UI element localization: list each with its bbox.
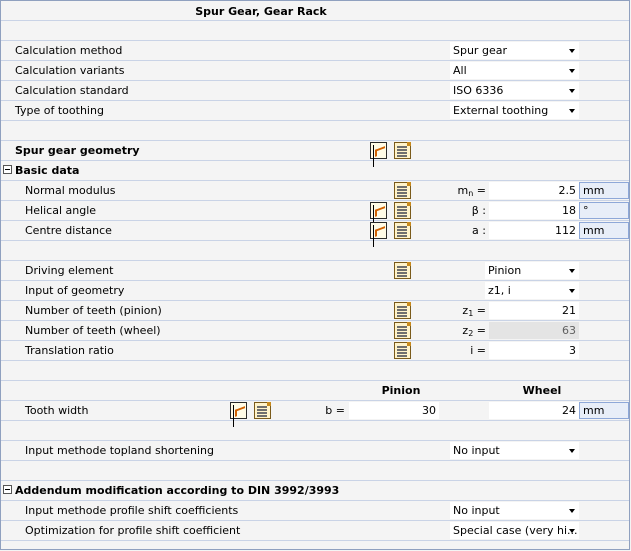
- driving-element-row: [1, 261, 630, 281]
- toothing-type-dropdown[interactable]: [450, 102, 579, 119]
- info-sheet-icon[interactable]: [394, 202, 411, 219]
- topland-value: No input: [453, 444, 500, 457]
- profile-shift-opt-value: Special case (very hi...: [453, 524, 578, 537]
- chevron-down-icon: [569, 509, 575, 513]
- tooth-width-label: Tooth width: [25, 404, 89, 417]
- teeth-wheel-row: [1, 321, 630, 341]
- translation-ratio-label: Translation ratio: [25, 344, 114, 357]
- info-sheet-icon[interactable]: [254, 402, 271, 419]
- driving-element-label: Driving element: [25, 264, 114, 277]
- teeth-pinion-row: [1, 301, 630, 321]
- helical-angle-symbol: β :: [471, 204, 486, 217]
- page-title: Spur Gear, Gear Rack: [195, 5, 327, 18]
- toothing-type-row: [1, 101, 630, 121]
- teeth-pinion-label: Number of teeth (pinion): [25, 304, 162, 317]
- tooth-width-symbol: b =: [325, 404, 345, 417]
- centre-distance-input[interactable]: 112: [489, 222, 579, 239]
- chart-icon[interactable]: [370, 202, 387, 219]
- chevron-down-icon: [569, 109, 575, 113]
- info-sheet-icon[interactable]: [394, 182, 411, 199]
- chevron-down-icon: [569, 89, 575, 93]
- driving-element-value: Pinion: [488, 264, 522, 277]
- chart-icon[interactable]: [230, 402, 247, 419]
- calc-method-row: [1, 41, 630, 61]
- chevron-down-icon: [569, 449, 575, 453]
- input-geometry-value: z1, i: [488, 284, 511, 297]
- wheel-column-header: Wheel: [522, 384, 562, 397]
- helical-angle-input[interactable]: 18: [489, 202, 579, 219]
- calc-method-dropdown[interactable]: [450, 42, 579, 59]
- input-geometry-label: Input of geometry: [25, 284, 125, 297]
- normal-modulus-symbol: $m_n$ =: [457, 184, 486, 198]
- profile-shift-opt-dropdown[interactable]: [450, 522, 579, 539]
- tooth-width-row: [1, 401, 630, 421]
- helical-angle-row: [1, 201, 630, 221]
- topland-row: [1, 441, 630, 461]
- addendum-label: Addendum modification according to DIN 3992/3993: [15, 484, 340, 497]
- normal-modulus-row: [1, 181, 630, 201]
- info-sheet-icon[interactable]: [394, 222, 411, 239]
- normal-modulus-unit[interactable]: mm: [579, 182, 629, 199]
- chevron-down-icon: [569, 289, 575, 293]
- profile-shift-input-dropdown[interactable]: [450, 502, 579, 519]
- calc-method-value: Spur gear: [453, 44, 507, 57]
- column-header-row: [1, 381, 630, 401]
- calc-standard-label: Calculation standard: [15, 84, 129, 97]
- tooth-width-unit[interactable]: mm: [579, 402, 629, 419]
- spacer-row: [1, 241, 630, 261]
- calc-method-label: Calculation method: [15, 44, 123, 57]
- centre-distance-row: [1, 221, 630, 241]
- basic-data-header-row: [1, 161, 630, 181]
- info-sheet-icon[interactable]: [394, 142, 411, 159]
- topland-label: Input methode topland shortening: [25, 444, 215, 457]
- calc-variants-value: All: [453, 64, 467, 77]
- spacer-row: [1, 121, 630, 141]
- teeth-wheel-input: 63: [489, 322, 579, 339]
- title-row: [1, 1, 630, 21]
- chart-icon[interactable]: [370, 222, 387, 239]
- info-sheet-icon[interactable]: [394, 322, 411, 339]
- input-geometry-dropdown[interactable]: [485, 282, 579, 299]
- topland-dropdown[interactable]: [450, 442, 579, 459]
- geometry-header-row: [1, 141, 630, 161]
- info-sheet-icon[interactable]: [394, 342, 411, 359]
- info-sheet-icon[interactable]: [394, 302, 411, 319]
- calc-standard-value: ISO 6336: [453, 84, 504, 97]
- profile-shift-opt-label: Optimization for profile shift coefficient: [25, 524, 241, 537]
- profile-shift-input-value: No input: [453, 504, 500, 517]
- chart-icon[interactable]: [370, 142, 387, 159]
- helical-angle-label: Helical angle: [25, 204, 97, 217]
- centre-distance-unit[interactable]: mm: [579, 222, 629, 239]
- chevron-down-icon: [569, 529, 575, 533]
- profile-shift-input-row: [1, 501, 630, 521]
- basic-data-label: Basic data: [15, 164, 80, 177]
- calc-variants-row: [1, 61, 630, 81]
- calc-standard-dropdown[interactable]: [450, 82, 579, 99]
- teeth-wheel-symbol: $z_2$ =: [462, 324, 486, 338]
- collapse-icon[interactable]: [3, 165, 12, 174]
- profile-shift-opt-row: [1, 521, 630, 541]
- spacer-row: [1, 21, 630, 41]
- translation-ratio-symbol: i =: [470, 344, 486, 357]
- input-geometry-row: [1, 281, 630, 301]
- calc-variants-label: Calculation variants: [15, 64, 125, 77]
- translation-ratio-row: [1, 341, 630, 361]
- translation-ratio-input[interactable]: 3: [489, 342, 579, 359]
- profile-shift-input-label: Input methode profile shift coefficients: [25, 504, 239, 517]
- helical-angle-unit[interactable]: °: [579, 202, 629, 219]
- pinion-column-header: Pinion: [381, 384, 421, 397]
- driving-element-dropdown[interactable]: [485, 262, 579, 279]
- teeth-pinion-input[interactable]: 21: [489, 302, 579, 319]
- geometry-section-label: Spur gear geometry: [15, 144, 140, 157]
- collapse-icon[interactable]: [3, 485, 12, 494]
- toothing-type-value: External toothing: [453, 104, 549, 117]
- toothing-type-label: Type of toothing: [15, 104, 104, 117]
- centre-distance-symbol: a :: [472, 224, 486, 237]
- calc-variants-dropdown[interactable]: [450, 62, 579, 79]
- tooth-width-wheel-input[interactable]: 24: [489, 402, 579, 419]
- addendum-header-row: [1, 481, 630, 501]
- chevron-down-icon: [569, 49, 575, 53]
- spacer-row: [1, 461, 630, 481]
- teeth-wheel-label: Number of teeth (wheel): [25, 324, 161, 337]
- spacer-row: [1, 421, 630, 441]
- spacer-row: [1, 361, 630, 381]
- normal-modulus-input[interactable]: 2.5: [489, 182, 579, 199]
- calc-standard-row: [1, 81, 630, 101]
- centre-distance-label: Centre distance: [25, 224, 112, 237]
- chevron-down-icon: [569, 269, 575, 273]
- info-sheet-icon[interactable]: [394, 262, 411, 279]
- normal-modulus-label: Normal modulus: [25, 184, 116, 197]
- chevron-down-icon: [569, 69, 575, 73]
- teeth-pinion-symbol: $z_1$ =: [462, 304, 486, 318]
- tooth-width-pinion-input[interactable]: 30: [349, 402, 439, 419]
